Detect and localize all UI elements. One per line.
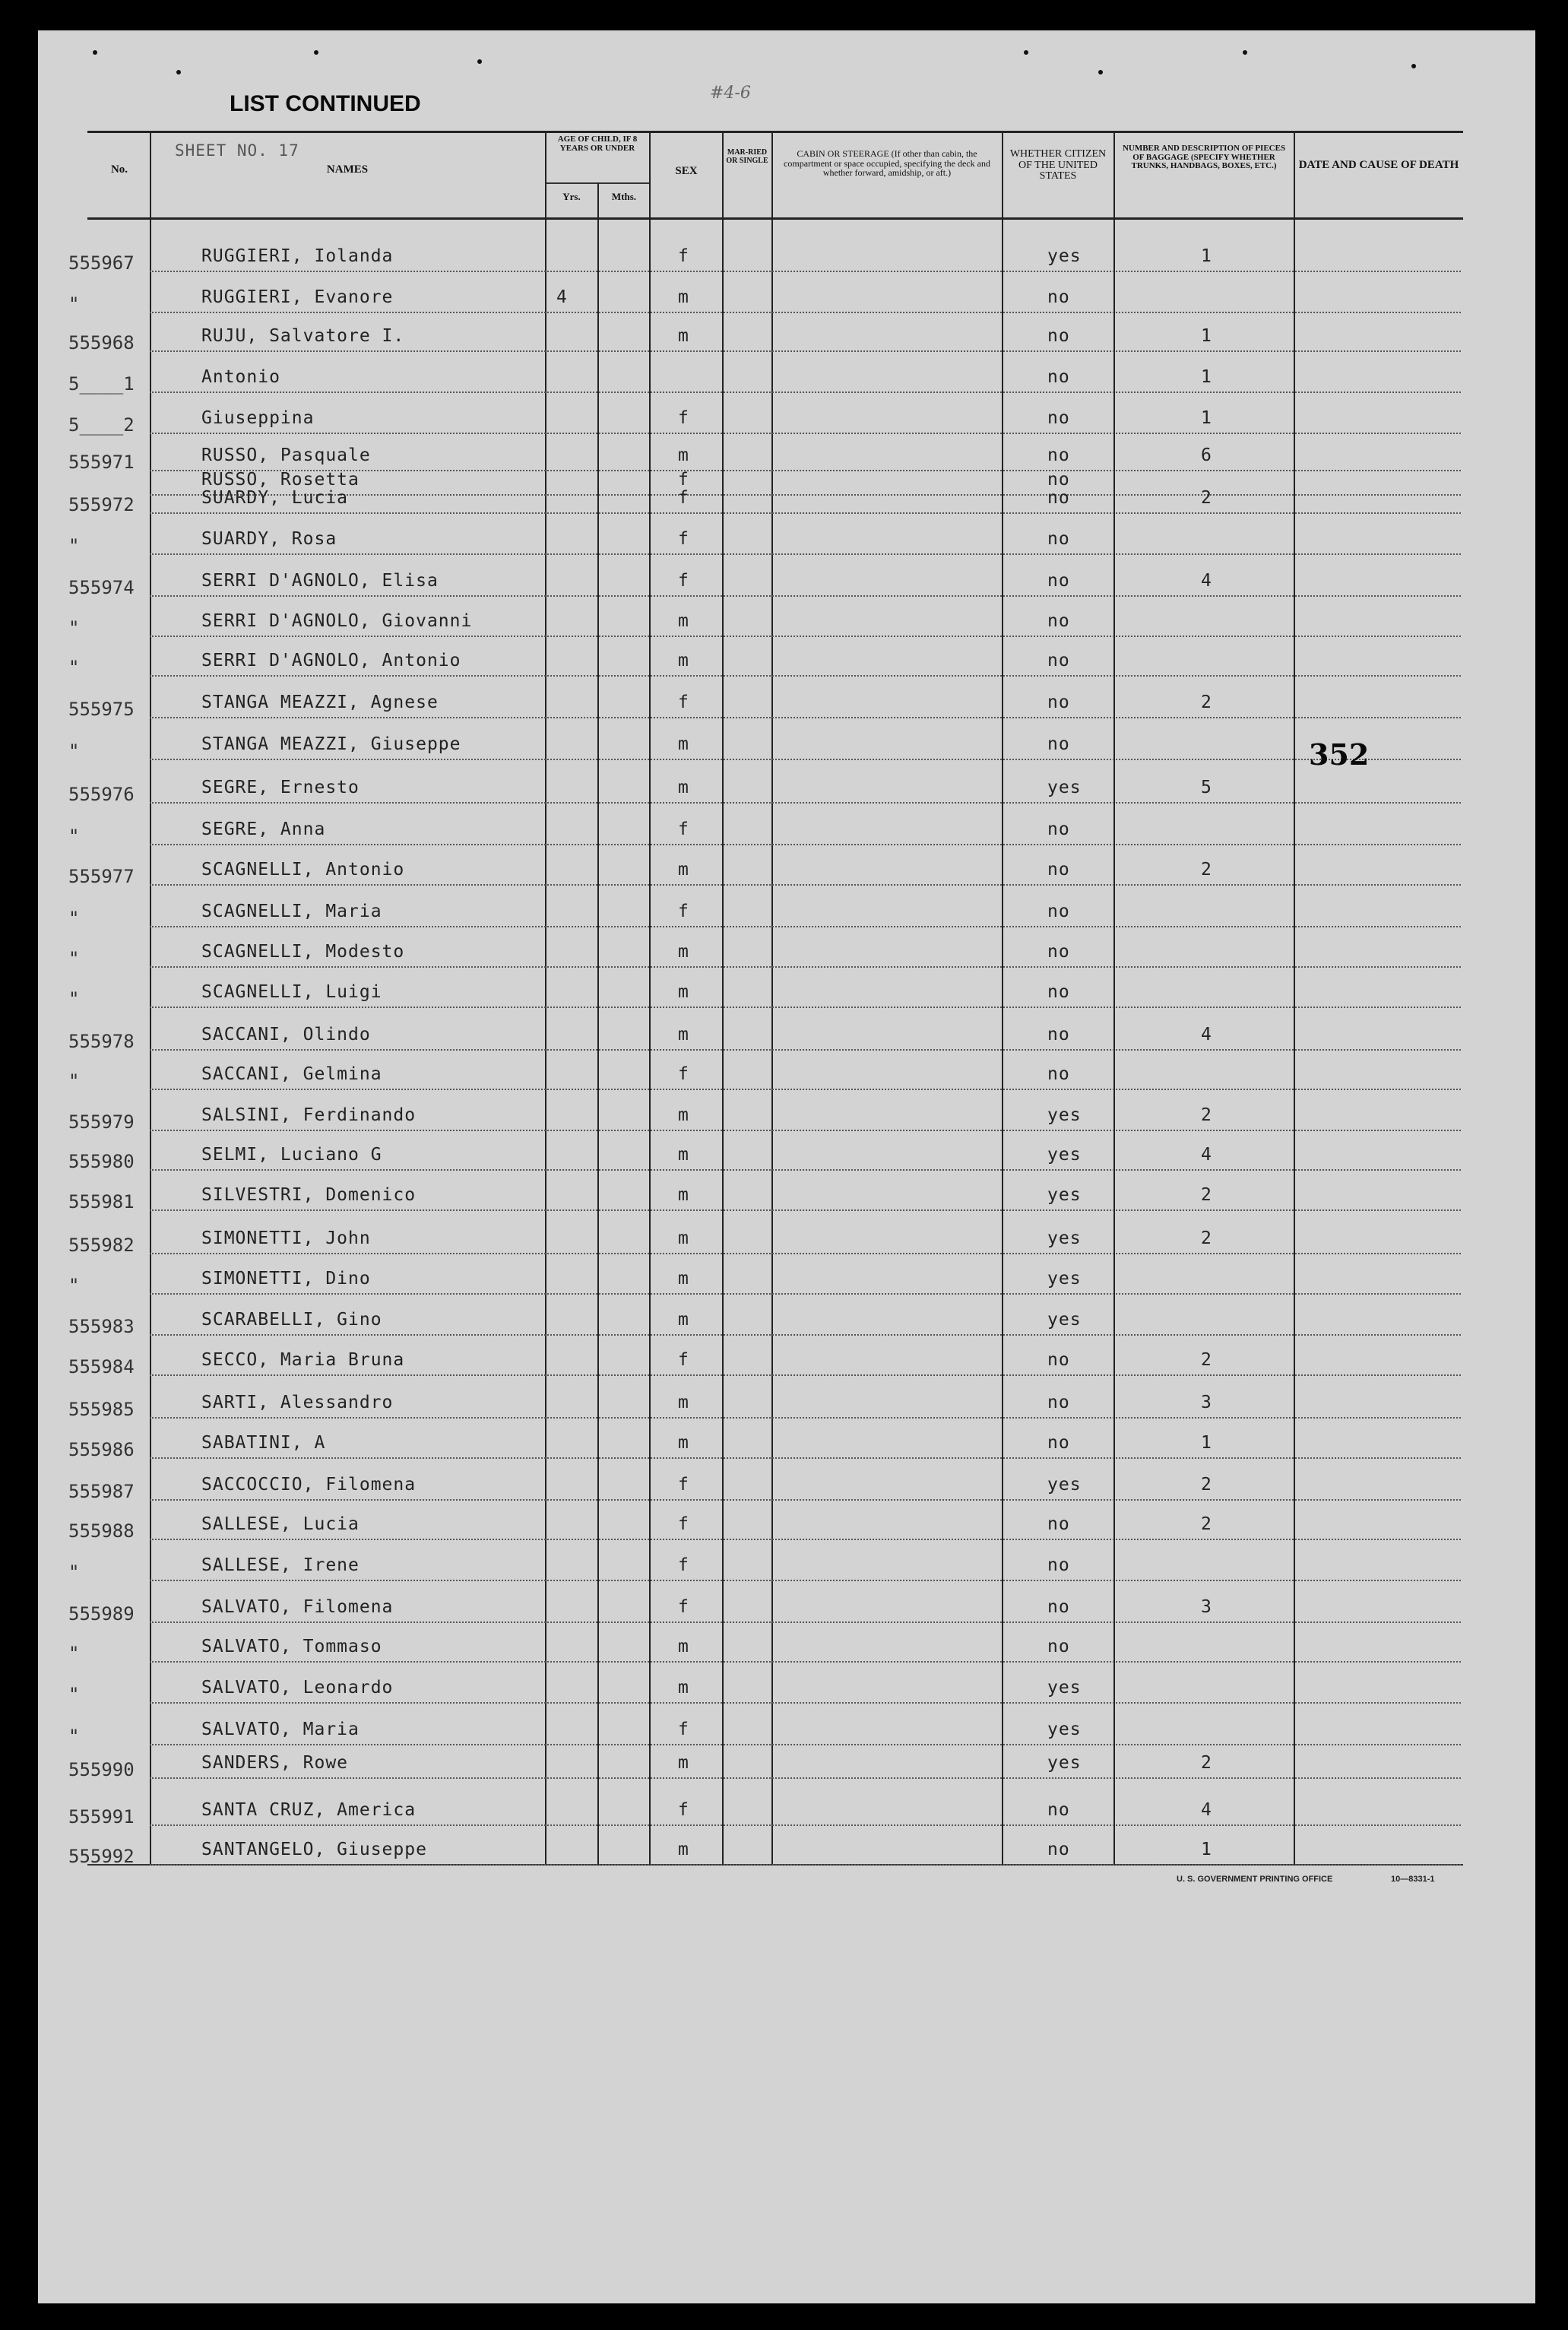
- citizen-status: yes: [1047, 1720, 1082, 1739]
- passenger-sex: m: [678, 1433, 689, 1453]
- passenger-name: SANDERS, Rowe: [201, 1753, 349, 1773]
- row-rule: [150, 312, 1461, 313]
- passenger-sex: f: [678, 1475, 689, 1495]
- passenger-sex: m: [678, 611, 689, 631]
- row-rule: [150, 553, 1461, 555]
- row-rule: [150, 1334, 1461, 1336]
- row-number: 555992: [68, 1846, 135, 1867]
- punch-dot: [1243, 50, 1247, 55]
- citizen-status: no: [1047, 488, 1070, 508]
- passenger-sex: f: [678, 1800, 689, 1820]
- citizen-status: no: [1047, 287, 1070, 307]
- passenger-name: SACCANI, Gelmina: [201, 1064, 382, 1084]
- row-rule: [150, 966, 1461, 968]
- row-number: ": [68, 908, 80, 929]
- citizen-status: no: [1047, 1350, 1070, 1370]
- row-number: 555975: [68, 699, 135, 720]
- row-number: ": [68, 657, 80, 678]
- row-number: 555984: [68, 1356, 135, 1377]
- passenger-name: SALVATO, Tommaso: [201, 1637, 382, 1656]
- row-rule: [150, 1777, 1461, 1779]
- baggage-count: 1: [1201, 408, 1212, 428]
- row-rule: [150, 1744, 1461, 1745]
- header-baggage: NUMBER AND DESCRIPTION OF PIECES OF BAGGAGE (SPECIFY WHETHER TRUNKS, HANDBAGS, BOXES, ETC.): [1122, 144, 1286, 171]
- baggage-count: 1: [1201, 1840, 1212, 1859]
- passenger-sex: m: [678, 1105, 689, 1125]
- passenger-name: SALVATO, Filomena: [201, 1597, 394, 1617]
- row-rule: [150, 844, 1461, 845]
- passenger-name: SUARDY, Rosa: [201, 529, 337, 549]
- baggage-count: 2: [1201, 1475, 1212, 1495]
- passenger-sex: f: [678, 1514, 689, 1534]
- baggage-count: 1: [1201, 1433, 1212, 1453]
- row-rule: [150, 595, 1461, 597]
- passenger-sex: m: [678, 651, 689, 670]
- citizen-status: no: [1047, 1393, 1070, 1412]
- passenger-name: SEGRE, Anna: [201, 819, 326, 839]
- passenger-name: Antonio: [201, 367, 280, 387]
- passenger-name: RUJU, Salvatore I.: [201, 326, 405, 346]
- passenger-sex: m: [678, 1025, 689, 1045]
- passenger-name: SALSINI, Ferdinando: [201, 1105, 417, 1125]
- row-number: 5____2: [68, 414, 135, 436]
- passenger-sex: f: [678, 1597, 689, 1617]
- footer-form-code: 10—8331-1: [1391, 1875, 1435, 1884]
- baggage-count: 1: [1201, 246, 1212, 266]
- row-number: 555991: [68, 1806, 135, 1828]
- passenger-sex: f: [678, 470, 689, 490]
- passenger-sex: m: [678, 1840, 689, 1859]
- row-rule: [150, 1417, 1461, 1419]
- row-number: ": [68, 1275, 80, 1296]
- row-rule: [150, 884, 1461, 886]
- row-rule: [150, 1374, 1461, 1376]
- passenger-sex: f: [678, 529, 689, 549]
- passenger-sex: f: [678, 902, 689, 921]
- passenger-sex: m: [678, 1310, 689, 1330]
- citizen-status: yes: [1047, 1185, 1082, 1205]
- row-number: ": [68, 617, 80, 639]
- passenger-sex: m: [678, 1145, 689, 1165]
- citizen-status: no: [1047, 529, 1070, 549]
- citizen-status: no: [1047, 1064, 1070, 1084]
- punch-dot: [1024, 50, 1028, 55]
- passenger-sex: m: [678, 1269, 689, 1289]
- row-rule: [150, 1130, 1461, 1131]
- row-rule: [150, 675, 1461, 677]
- row-number: ": [68, 740, 80, 762]
- passenger-name: Giuseppina: [201, 408, 315, 428]
- baggage-count: 3: [1201, 1393, 1212, 1412]
- row-rule: [150, 802, 1461, 804]
- row-rule: [150, 1169, 1461, 1171]
- citizen-status: no: [1047, 902, 1070, 921]
- citizen-status: no: [1047, 611, 1070, 631]
- baggage-count: 2: [1201, 1514, 1212, 1534]
- row-rule: [150, 1209, 1461, 1211]
- citizen-status: no: [1047, 982, 1070, 1002]
- header-no: No.: [110, 163, 128, 176]
- row-number: ": [68, 1726, 80, 1747]
- row-number: ": [68, 535, 80, 556]
- passenger-name: SALLESE, Irene: [201, 1555, 360, 1575]
- row-rule: [150, 512, 1461, 514]
- passenger-sex: f: [678, 571, 689, 591]
- passenger-sex: f: [678, 1720, 689, 1739]
- passenger-name: SANTANGELO, Giuseppe: [201, 1840, 427, 1859]
- citizen-status: yes: [1047, 1678, 1082, 1698]
- row-number: ": [68, 293, 80, 315]
- passenger-name: SALVATO, Maria: [201, 1720, 360, 1739]
- punch-dot: [477, 59, 482, 64]
- row-rule: [150, 1457, 1461, 1459]
- passenger-name: SILVESTRI, Domenico: [201, 1185, 417, 1205]
- citizen-status: no: [1047, 734, 1070, 754]
- passenger-name: SCAGNELLI, Maria: [201, 902, 382, 921]
- citizen-status: no: [1047, 860, 1070, 880]
- passenger-name: SECCO, Maria Bruna: [201, 1350, 405, 1370]
- passenger-name: SANTA CRUZ, America: [201, 1800, 417, 1820]
- citizen-status: no: [1047, 1025, 1070, 1045]
- row-number: 555986: [68, 1439, 135, 1460]
- row-number: 555985: [68, 1399, 135, 1420]
- baggage-count: 2: [1201, 1105, 1212, 1125]
- row-number: 555988: [68, 1520, 135, 1542]
- header-bottom-rule: [87, 217, 1463, 220]
- baggage-count: 5: [1201, 778, 1212, 797]
- row-number: 555971: [68, 452, 135, 473]
- sheet-number: SHEET NO. 17: [175, 141, 299, 160]
- citizen-status: no: [1047, 1840, 1070, 1859]
- citizen-status: yes: [1047, 1269, 1082, 1289]
- citizen-status: yes: [1047, 1105, 1082, 1125]
- passenger-sex: m: [678, 1228, 689, 1248]
- baggage-count: 1: [1201, 326, 1212, 346]
- baggage-count: 4: [1201, 1025, 1212, 1045]
- citizen-status: no: [1047, 1514, 1070, 1534]
- citizen-status: yes: [1047, 1145, 1082, 1165]
- column-divider: [597, 182, 599, 1866]
- passenger-name: RUSSO, Rosetta: [201, 470, 360, 490]
- passenger-sex: m: [678, 287, 689, 307]
- passenger-sex: f: [678, 488, 689, 508]
- passenger-name: SCARABELLI, Gino: [201, 1310, 382, 1330]
- baggage-count: 1: [1201, 367, 1212, 387]
- passenger-sex: m: [678, 1678, 689, 1698]
- passenger-sex: m: [678, 982, 689, 1002]
- passenger-sex: m: [678, 860, 689, 880]
- row-rule: [150, 350, 1461, 352]
- child-age-years: 4: [556, 287, 568, 307]
- passenger-name: RUGGIERI, Iolanda: [201, 246, 394, 266]
- row-rule: [150, 636, 1461, 637]
- row-number: 555968: [68, 332, 135, 353]
- punch-dot: [176, 70, 181, 74]
- punch-dot: [93, 50, 97, 55]
- passenger-name: SIMONETTI, Dino: [201, 1269, 371, 1289]
- baggage-count: 2: [1201, 860, 1212, 880]
- passenger-name: SEGRE, Ernesto: [201, 778, 360, 797]
- row-number: 555979: [68, 1111, 135, 1133]
- row-rule: [150, 1539, 1461, 1540]
- citizen-status: no: [1047, 819, 1070, 839]
- passenger-sex: f: [678, 246, 689, 266]
- passenger-name: SACCANI, Olindo: [201, 1025, 371, 1045]
- citizen-status: no: [1047, 571, 1070, 591]
- row-rule: [150, 1499, 1461, 1501]
- passenger-sex: m: [678, 734, 689, 754]
- citizen-status: no: [1047, 1597, 1070, 1617]
- passenger-name: RUGGIERI, Evanore: [201, 287, 394, 307]
- baggage-count: 2: [1201, 1228, 1212, 1248]
- baggage-count: 2: [1201, 1753, 1212, 1773]
- citizen-status: no: [1047, 942, 1070, 962]
- citizen-status: no: [1047, 408, 1070, 428]
- punch-dot: [1098, 70, 1103, 74]
- row-rule: [150, 392, 1461, 393]
- row-rule: [150, 1864, 1461, 1866]
- row-number: 555989: [68, 1603, 135, 1625]
- passenger-name: RUSSO, Pasquale: [201, 445, 371, 465]
- row-number: 555978: [68, 1031, 135, 1052]
- header-yrs: Yrs.: [562, 191, 581, 202]
- row-number: 555990: [68, 1759, 135, 1780]
- passenger-name: SERRI D'AGNOLO, Elisa: [201, 571, 439, 591]
- punch-dot: [1411, 64, 1416, 68]
- passenger-name: SALVATO, Leonardo: [201, 1678, 394, 1698]
- stamp-number: 352: [1309, 737, 1370, 772]
- row-rule: [150, 1580, 1461, 1581]
- passenger-sex: m: [678, 1637, 689, 1656]
- passenger-sex: f: [678, 408, 689, 428]
- baggage-count: 4: [1201, 571, 1212, 591]
- row-number: 555982: [68, 1235, 135, 1256]
- header-age: AGE OF CHILD, IF 8 YEARS OR UNDER: [557, 135, 638, 153]
- citizen-status: no: [1047, 326, 1070, 346]
- baggage-count: 2: [1201, 488, 1212, 508]
- citizen-status: no: [1047, 1800, 1070, 1820]
- baggage-count: 4: [1201, 1800, 1212, 1820]
- passenger-sex: f: [678, 1555, 689, 1575]
- passenger-sex: m: [678, 1393, 689, 1412]
- citizen-status: no: [1047, 367, 1070, 387]
- baggage-count: 2: [1201, 1350, 1212, 1370]
- baggage-count: 6: [1201, 445, 1212, 465]
- citizen-status: no: [1047, 693, 1070, 712]
- header-top-rule: [87, 131, 1463, 133]
- row-number: 555981: [68, 1191, 135, 1213]
- citizen-status: yes: [1047, 1310, 1082, 1330]
- row-rule: [150, 1621, 1461, 1623]
- row-number: 555987: [68, 1481, 135, 1502]
- passenger-name: STANGA MEAZZI, Giuseppe: [201, 734, 461, 754]
- passenger-sex: m: [678, 326, 689, 346]
- header-citizen: WHETHER CITIZEN OF THE UNITED STATES: [1009, 148, 1107, 182]
- row-rule: [150, 1702, 1461, 1704]
- row-rule: [150, 1049, 1461, 1051]
- passenger-sex: m: [678, 1185, 689, 1205]
- passenger-name: SELMI, Luciano G: [201, 1145, 382, 1165]
- passenger-sex: m: [678, 942, 689, 962]
- passenger-name: SCAGNELLI, Modesto: [201, 942, 405, 962]
- passenger-name: SALLESE, Lucia: [201, 1514, 360, 1534]
- row-number: 555977: [68, 866, 135, 887]
- row-number: ": [68, 1070, 80, 1092]
- row-rule: [150, 1293, 1461, 1295]
- row-rule: [150, 759, 1461, 760]
- row-number: 555980: [68, 1151, 135, 1172]
- passenger-name: SCAGNELLI, Luigi: [201, 982, 382, 1002]
- passenger-name: SCAGNELLI, Antonio: [201, 860, 405, 880]
- row-number: 555972: [68, 494, 135, 515]
- passenger-name: SABATINI, A: [201, 1433, 326, 1453]
- row-rule: [150, 433, 1461, 434]
- passenger-name: SIMONETTI, John: [201, 1228, 371, 1248]
- row-rule: [150, 271, 1461, 272]
- row-number: ": [68, 948, 80, 969]
- citizen-status: yes: [1047, 1228, 1082, 1248]
- citizen-status: yes: [1047, 1475, 1082, 1495]
- row-number: ": [68, 1643, 80, 1664]
- passenger-sex: f: [678, 819, 689, 839]
- passenger-name: SACCOCCIO, Filomena: [201, 1475, 417, 1495]
- header-death: DATE AND CAUSE OF DEATH: [1298, 159, 1459, 171]
- footer-printer: U. S. GOVERNMENT PRINTING OFFICE: [1177, 1875, 1333, 1884]
- row-rule: [150, 1824, 1461, 1826]
- row-number: ": [68, 1561, 80, 1583]
- passenger-name: SUARDY, Lucia: [201, 488, 349, 508]
- citizen-status: no: [1047, 1433, 1070, 1453]
- header-cabin: CABIN OR STEERAGE (If other than cabin, the compartment or space occupied, specifying the deck and whether forward, amidship, or aft.): [784, 148, 990, 179]
- citizen-status: no: [1047, 470, 1070, 490]
- baggage-count: 2: [1201, 693, 1212, 712]
- citizen-status: no: [1047, 1637, 1070, 1656]
- row-number: 5____1: [68, 373, 135, 395]
- passenger-name: SARTI, Alessandro: [201, 1393, 394, 1412]
- baggage-count: 2: [1201, 1185, 1212, 1205]
- passenger-name: STANGA MEAZZI, Agnese: [201, 693, 439, 712]
- baggage-count: 3: [1201, 1597, 1212, 1617]
- row-number: ": [68, 1684, 80, 1705]
- passenger-name: SERRI D'AGNOLO, Giovanni: [201, 611, 473, 631]
- punch-dot: [314, 50, 318, 55]
- citizen-status: yes: [1047, 1753, 1082, 1773]
- passenger-sex: f: [678, 1350, 689, 1370]
- citizen-status: no: [1047, 1555, 1070, 1575]
- header-sex: SEX: [675, 165, 698, 177]
- row-number: 555967: [68, 252, 135, 274]
- pencil-mark: #4-6: [710, 84, 751, 103]
- passenger-sex: f: [678, 1064, 689, 1084]
- passenger-sex: m: [678, 1753, 689, 1773]
- citizen-status: yes: [1047, 246, 1082, 266]
- header-names: NAMES: [326, 163, 369, 176]
- passenger-sex: f: [678, 693, 689, 712]
- row-rule: [150, 926, 1461, 927]
- page-title: LIST CONTINUED: [230, 91, 421, 116]
- baggage-count: 4: [1201, 1145, 1212, 1165]
- citizen-status: no: [1047, 445, 1070, 465]
- row-number: 555974: [68, 577, 135, 598]
- row-number: 555976: [68, 784, 135, 805]
- citizen-status: no: [1047, 651, 1070, 670]
- passenger-sex: m: [678, 778, 689, 797]
- row-rule: [150, 1006, 1461, 1008]
- row-rule: [150, 1661, 1461, 1663]
- row-number: ": [68, 826, 80, 847]
- row-rule: [150, 717, 1461, 718]
- passenger-name: SERRI D'AGNOLO, Antonio: [201, 651, 461, 670]
- header-mths: Mths.: [611, 191, 637, 202]
- row-rule: [150, 1089, 1461, 1090]
- row-number: ": [68, 988, 80, 1010]
- row-number: 555983: [68, 1316, 135, 1337]
- passenger-sex: m: [678, 445, 689, 465]
- citizen-status: yes: [1047, 778, 1082, 797]
- header-married: MAR-RIED OR SINGLE: [726, 148, 768, 165]
- row-rule: [150, 1253, 1461, 1254]
